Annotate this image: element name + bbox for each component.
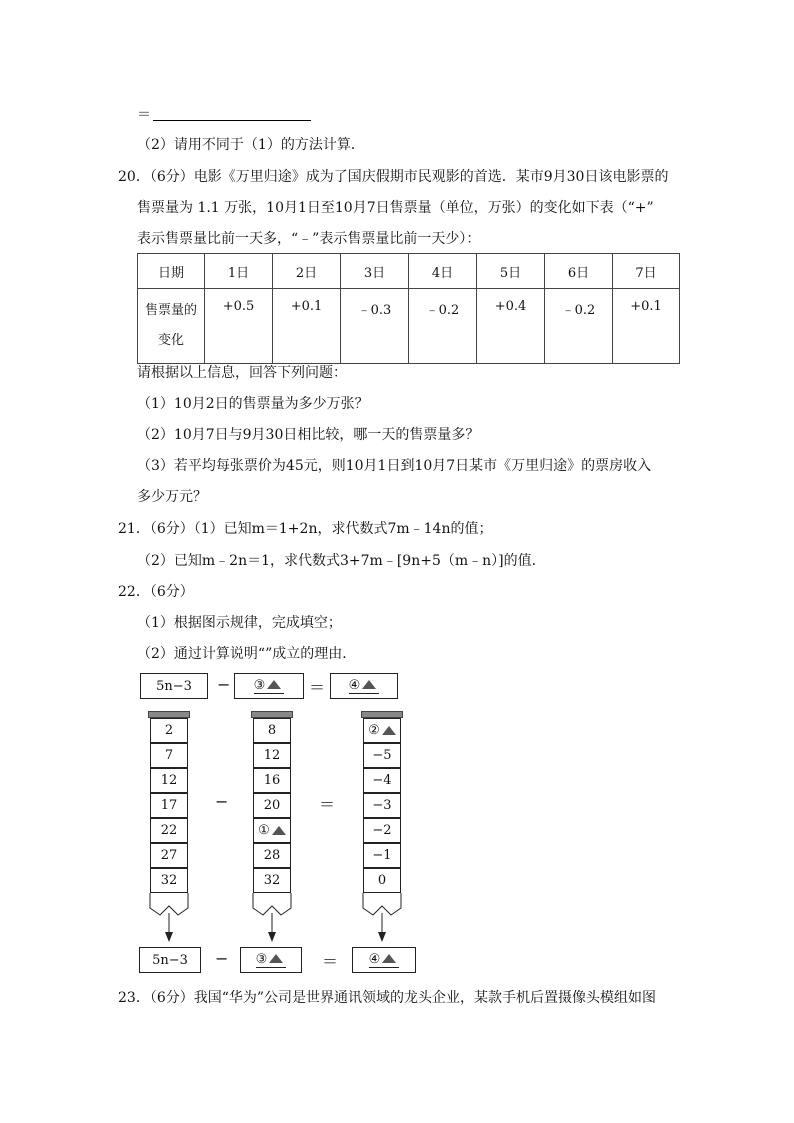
column-cell: 32 <box>253 868 291 893</box>
table-row-label: 售票量的 变化 <box>138 289 205 364</box>
column-cap <box>251 711 293 718</box>
column-cell: 8 <box>253 718 291 743</box>
column-cell: 2 <box>150 718 188 743</box>
zigzag-tail <box>363 893 401 915</box>
triangle-icon <box>382 954 396 963</box>
column-cell: −5 <box>363 743 401 768</box>
answer-blank[interactable] <box>153 106 311 121</box>
column-cell: 27 <box>150 843 188 868</box>
zigzag-tail <box>150 893 188 915</box>
column-cell: −1 <box>363 843 401 868</box>
q22-part1: （1）根据图示规律，完成填空； <box>137 615 342 631</box>
table-row <box>138 289 680 364</box>
eq-bottom-left-box: 5n−3 <box>139 947 201 973</box>
column-cell: 7 <box>150 743 188 768</box>
table-cell: 4日 <box>409 254 477 289</box>
down-arrow-head <box>378 932 386 942</box>
q21-line2: （2）已知m﹣2n＝1，求代数式3+7m﹣[9n+5（m﹣n）]的值． <box>137 553 546 569</box>
column-cell: 20 <box>253 793 291 818</box>
table-cell: ﹣0.2 <box>545 289 613 364</box>
q20-line2: 售票量为 1.1 万张，10月1日至10月7日售票量（单位，万张）的变化如下表（“+” <box>137 200 654 216</box>
table-cell: +0.4 <box>477 289 545 364</box>
table-cell: 5日 <box>477 254 545 289</box>
column-cell-blank: ② <box>363 718 401 743</box>
column-cap <box>148 711 190 718</box>
eq-top-left-box: 5n−3 <box>140 673 208 699</box>
column-cell: −3 <box>363 793 401 818</box>
q20-part3b: 多少万元？ <box>137 489 207 505</box>
q20-intro: 请根据以上信息，回答下列问题： <box>137 365 347 381</box>
table-cell: 3日 <box>341 254 409 289</box>
column-cell: 12 <box>253 743 291 768</box>
eq-bottom-mid-box: ③ <box>240 947 302 973</box>
triangle-icon <box>272 826 286 835</box>
q22-part2: （2）通过计算说明“”成立的理由． <box>137 646 357 662</box>
q23-line1: 23．（6分）我国“华为”公司是世界通讯领域的龙头企业，某款手机后置摄像头模组如图 <box>118 990 657 1006</box>
column-cell-blank: ① <box>253 818 291 843</box>
column-cell: −2 <box>363 818 401 843</box>
q19-equals-line: ＝ <box>137 104 311 124</box>
eq-bottom-equals: ＝ <box>322 952 339 971</box>
triangle-icon <box>362 680 376 689</box>
middle-equals: ＝ <box>319 795 336 814</box>
column-cell: 32 <box>150 868 188 893</box>
q20-line1: 20．（6分）电影《万里归途》成为了国庆假期市民观影的首选．某市9月30日该电影票的 <box>118 169 669 185</box>
table-cell: 7日 <box>613 254 680 289</box>
eq-top-right-box: ④ <box>330 673 398 699</box>
table-cell: +0.5 <box>205 289 273 364</box>
eq-bottom-minus: − <box>215 949 229 968</box>
q22-title: 22．（6分） <box>118 584 194 600</box>
column-cell: 16 <box>253 768 291 793</box>
table-cell: ﹣0.3 <box>341 289 409 364</box>
q21-line1: 21．（6分）（1）已知m＝1+2n，求代数式7m﹣14n的值； <box>118 521 493 537</box>
eq-bottom-right-box: ④ <box>352 947 416 973</box>
table-cell: 2日 <box>273 254 341 289</box>
eq-top-mid-box: ③ <box>234 673 304 699</box>
sales-table <box>137 253 680 364</box>
column-cell: 17 <box>150 793 188 818</box>
triangle-icon <box>269 954 283 963</box>
triangle-icon <box>267 680 281 689</box>
q19-part2: （2）请用不同于（1）的方法计算． <box>137 137 365 153</box>
column-cell: 12 <box>150 768 188 793</box>
table-cell: +0.1 <box>273 289 341 364</box>
q20-part3a: （3）若平均每张票价为45元，则10月1日到10月7日某市《万里归途》的票房收入 <box>137 458 652 474</box>
down-arrow-head <box>165 932 173 942</box>
column-cell: 28 <box>253 843 291 868</box>
table-cell: 6日 <box>545 254 613 289</box>
down-arrow-head <box>268 932 276 942</box>
middle-minus: − <box>215 792 229 811</box>
q20-line3: 表示售票量比前一天多，“﹣”表示售票量比前一天少）： <box>137 231 481 247</box>
table-cell: ﹣0.2 <box>409 289 477 364</box>
table-header-row <box>138 254 680 289</box>
column-cell: −4 <box>363 768 401 793</box>
column-cell: 0 <box>363 868 401 893</box>
table-cell: 日期 <box>138 254 205 289</box>
eq-top-equals: ＝ <box>309 678 326 697</box>
table-cell: +0.1 <box>613 289 680 364</box>
q20-part1: （1）10月2日的售票量为多少万张？ <box>137 396 369 412</box>
table-cell: 1日 <box>205 254 273 289</box>
zigzag-tail <box>253 893 291 915</box>
column-cap <box>361 711 403 718</box>
q20-part2: （2）10月7日与9月30日相比较，哪一天的售票量多？ <box>137 427 480 443</box>
column-cell: 22 <box>150 818 188 843</box>
triangle-icon <box>382 726 396 735</box>
eq-top-minus: − <box>217 675 231 694</box>
